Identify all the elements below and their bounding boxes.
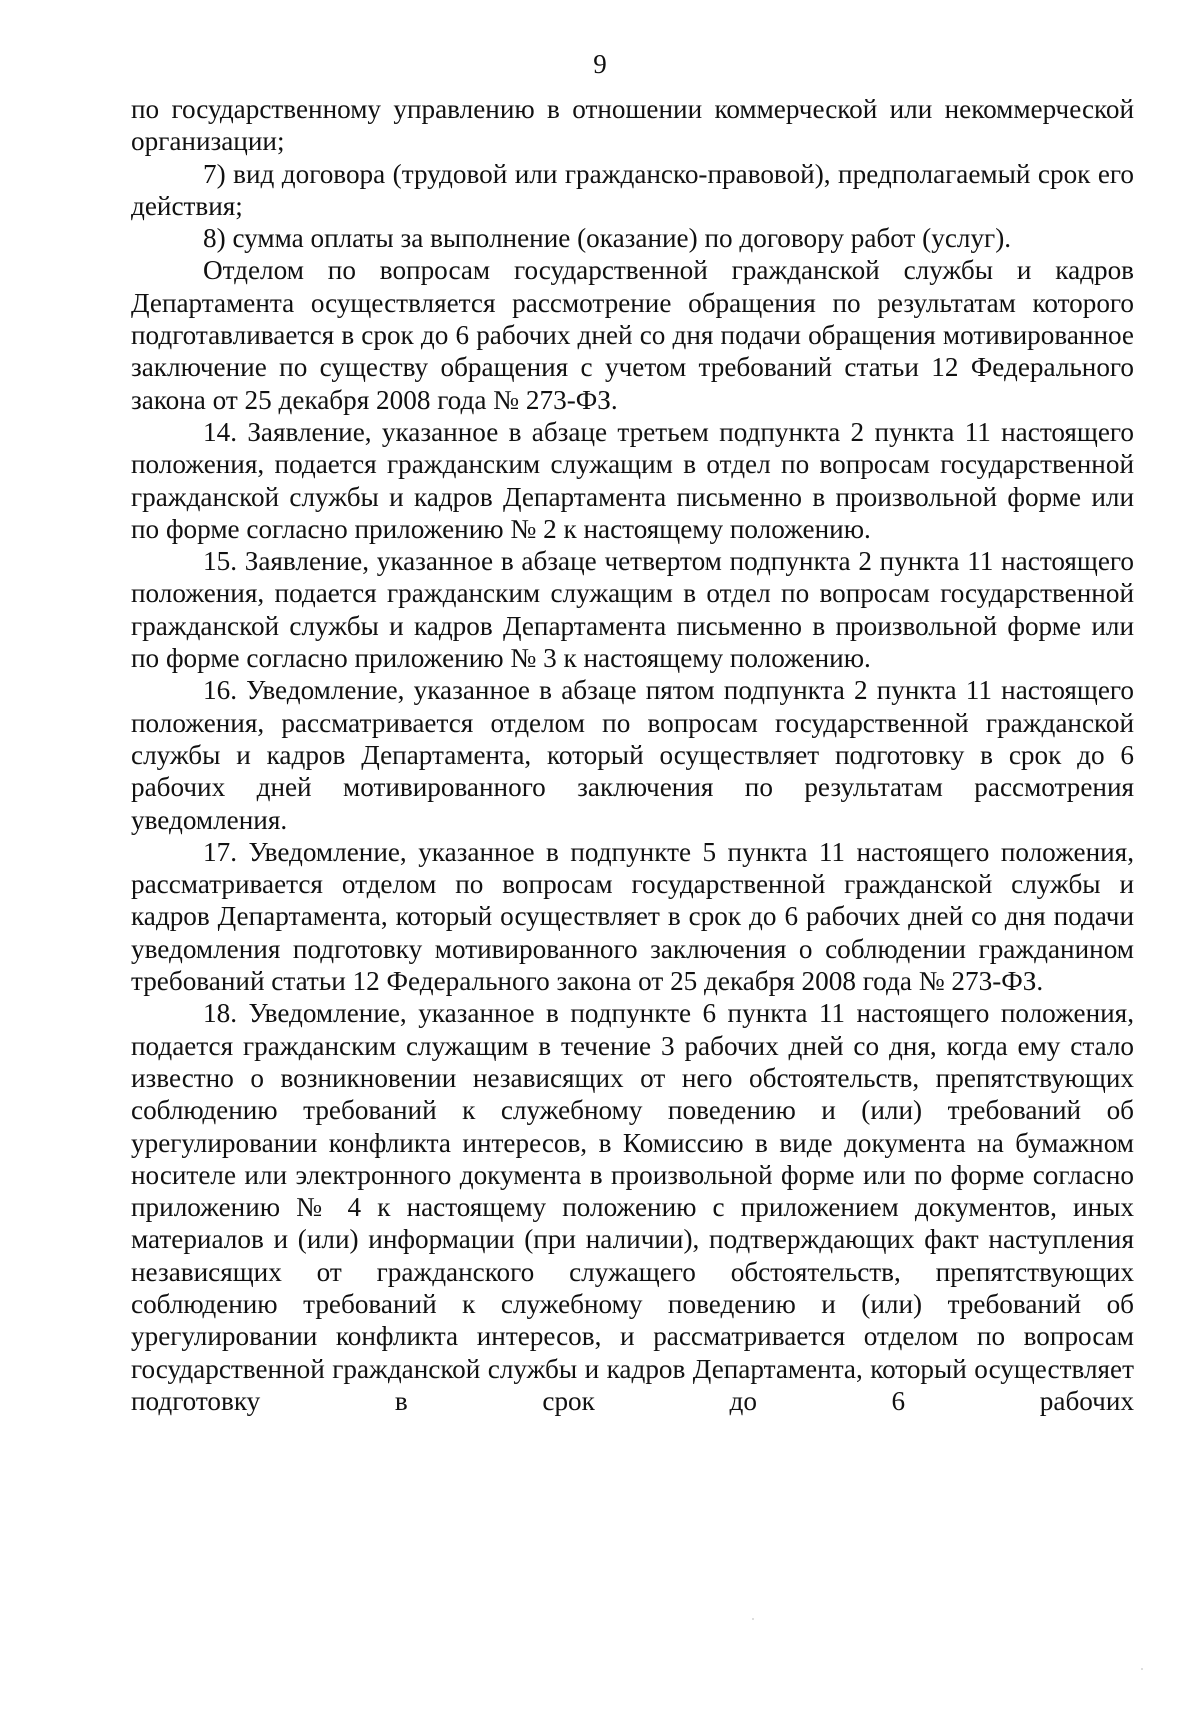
paragraph-clause-14: 14. Заявление, указанное в абзаце третьем подпункта 2 пункта 11 настоящего положения, подается гражданским служащим в отдел по вопросам государственной гражданской службы и кадров Департамента письменно в произвольной форме или по форме согласно приложению № 2 к настоящему положению. [131,416,1134,544]
paragraph-clause-15: 15. Заявление, указанное в абзаце четвертом подпункта 2 пункта 11 настоящего положения, подается гражданским служащим в отдел по вопросам государственной гражданской службы и кадров Департамента письменно в произвольной форме или по форме согласно приложению № 3 к настоящему положению. [131,546,1134,674]
scan-speck [1141,1668,1143,1670]
paragraph-department-review: Отделом по вопросам государственной гражданской службы и кадров Департамента осуществляется рассмотрение обращения по результатам которого подготавливается в срок до 6 рабочих дней со дня подачи обращения мотивированное заключение по существу обращения с учетом требований статьи 12 Федерального закона от 25 декабря 2008 года № 273-ФЗ. [131,255,1134,415]
paragraph-clause-16: 16. Уведомление, указанное в абзаце пятом подпункта 2 пункта 11 настоящего положения, рассматривается отделом по вопросам государственной гражданской службы и кадров Департамента, который осуществляет подготовку в срок до 6 рабочих дней мотивированного заключения по результатам рассмотрения уведомления. [131,675,1134,835]
paragraph-clause-17: 17. Уведомление, указанное в подпункте 5 пункта 11 настоящего положения, рассматривается отделом по вопросам государственной гражданской службы и кадров Департамента, который осуществляет в срок до 6 рабочих дней со дня подачи уведомления подготовку мотивированного заключения о соблюдении гражданином требований статьи 12 Федерального закона от 25 декабря 2008 года № 273-ФЗ. [131,836,1134,997]
scan-speck [752,1618,754,1620]
paragraph-continuation: по государственному управлению в отношении коммерческой или некоммерческой организации; [131,94,1134,157]
paragraph-item-7: 7) вид договора (трудовой или гражданско-правовой), предполагаемый срок его действия; [131,158,1134,221]
paragraph-clause-18: 18. Уведомление, указанное в подпункте 6 пункта 11 настоящего положения, подается гражданским служащим в течение 3 рабочих дней со дня, когда ему стало известно о возникновении независящих от него обстоятельств, препятствующих соблюдению требований к служебному поведению и (или) требований об урегулировании конфликта интересов, в Комиссию в виде документа на бумажном носителе или электронного документа в произвольной форме или по форме согласно приложению № 4 к настоящему положению с приложением документов, иных материалов и (или) информации (при наличии), подтверждающих факт наступления независящих от гражданского служащего обстоятельств, препятствующих соблюдению требований к служебному поведению и (или) требований об урегулировании конфликта интересов, и рассматривается отделом по вопросам государственной гражданской службы и кадров Департамента, который осуществляет подготовку в срок до 6 рабочих [131,998,1134,1416]
document-body [131,93,1134,1417]
page-number: 9 [593,49,607,79]
paragraph-item-8: 8) сумма оплаты за выполнение (оказание) по договору работ (услуг). [203,223,1012,254]
